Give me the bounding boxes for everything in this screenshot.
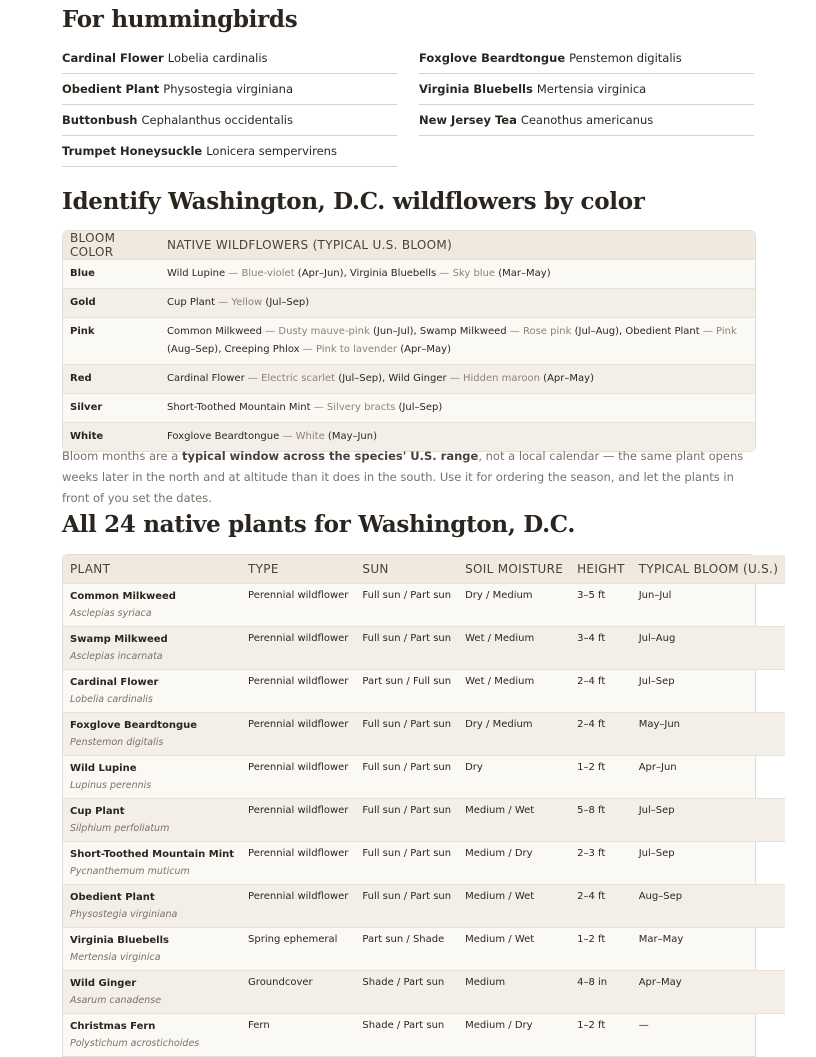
flower-name: Cup Plant	[167, 297, 216, 308]
flower-months: Jul–Sep	[402, 402, 439, 413]
plant-latin-name: Physostegia virginiana	[70, 909, 178, 920]
flower-months: Jun–Jul	[376, 326, 410, 337]
plant-cell	[63, 627, 241, 670]
flower-months: Aug–Sep	[170, 344, 215, 355]
bloom-color-plants: Foxglove Beardtongue — White (May–Jun)	[160, 423, 755, 452]
plant-name: Common Milkweed	[70, 591, 176, 602]
plant-sun: Part sun / Shade	[355, 928, 458, 971]
bloom-note	[62, 446, 754, 509]
plant-common-name: Virginia Bluebells	[419, 82, 533, 96]
plant-type: Perennial wildflower	[241, 885, 355, 928]
bloom-color-plants: Cardinal Flower — Electric scarlet (Jul–Sep), Wild Ginger — Hidden maroon (Apr–May)	[160, 365, 755, 394]
flower-shade: Pink to lavender	[315, 344, 398, 355]
plant-header-plant: PLANT	[63, 555, 241, 584]
flower-shade: Dusty mauve-pink	[278, 326, 370, 337]
plant-latin-name: Asclepias syriaca	[70, 608, 152, 619]
separator-dash: —	[228, 268, 239, 279]
bloom-color-name: Gold	[63, 289, 160, 318]
section-title-by-color: Identify Washington, D.C. wildflowers by color	[62, 188, 645, 215]
plant-type: Perennial wildflower	[241, 627, 355, 670]
plant-height: 2–4 ft	[570, 713, 632, 756]
plant-height: 1–2 ft	[570, 1014, 632, 1057]
plant-common-name: Buttonbush	[62, 113, 138, 127]
flower-name: Cardinal Flower	[167, 373, 245, 384]
flower-name: Short-Toothed Mountain Mint	[167, 402, 311, 413]
plant-name: Foxglove Beardtongue	[70, 720, 198, 731]
plant-latin-name: Penstemon digitalis	[70, 737, 164, 748]
section-title-all-plants: All 24 native plants for Washington, D.C.	[62, 511, 576, 538]
bloom-color-name: Blue	[63, 260, 160, 289]
plant-cell	[63, 928, 241, 971]
plant-row	[63, 842, 785, 885]
plant-common-name: Trumpet Honeysuckle	[62, 144, 203, 158]
separator-dash: —	[302, 344, 313, 355]
flower-months: May–Jun	[331, 431, 374, 442]
plant-bloom: Jul–Aug	[632, 627, 785, 670]
plant-row	[63, 799, 785, 842]
separator-dash: —	[218, 297, 229, 308]
plant-latin-name: Pycnanthemum muticum	[70, 866, 190, 877]
bloom-color-plants: Wild Lupine — Blue-violet (Apr–Jun), Virginia Bluebells — Sky blue (Mar–May)	[160, 260, 755, 289]
hummingbird-plant-item	[62, 74, 397, 105]
color-row	[63, 365, 755, 394]
hummingbird-plant-item	[62, 43, 397, 74]
plant-row	[63, 627, 785, 670]
flower-shade: Rose pink	[522, 326, 572, 337]
plant-type: Perennial wildflower	[241, 842, 355, 885]
plant-name: Cardinal Flower	[70, 677, 159, 688]
plant-row	[63, 756, 785, 799]
plant-latin-name: Ceanothus americanus	[520, 113, 654, 127]
color-row	[63, 260, 755, 289]
separator-dash: —	[265, 326, 276, 337]
flower-shade: White	[295, 431, 325, 442]
plant-soil-moisture: Medium / Dry	[458, 842, 570, 885]
flower-months: Apr–May	[547, 373, 591, 384]
plant-latin-name: Mertensia virginica	[70, 952, 161, 963]
plant-soil-moisture: Medium / Wet	[458, 799, 570, 842]
plant-bloom: Apr–Jun	[632, 756, 785, 799]
hummingbird-plant-item	[419, 43, 754, 74]
plant-height: 3–4 ft	[570, 627, 632, 670]
flower-shade: Electric scarlet	[261, 373, 336, 384]
plant-sun: Shade / Part sun	[355, 971, 458, 1014]
hummingbird-list-left	[62, 43, 397, 167]
color-table	[62, 230, 756, 452]
plant-bloom: Aug–Sep	[632, 885, 785, 928]
plant-header-sun: SUN	[355, 555, 458, 584]
separator-dash: —	[439, 268, 450, 279]
separator-dash: —	[282, 431, 293, 442]
plant-soil-moisture: Medium / Wet	[458, 885, 570, 928]
plant-sun: Full sun / Part sun	[355, 799, 458, 842]
color-row	[63, 394, 755, 423]
flower-name: Wild Lupine	[167, 268, 226, 279]
plant-latin-name: Lupinus perennis	[70, 780, 152, 791]
flower-name: Foxglove Beardtongue	[167, 431, 280, 442]
flower-name: Virginia Bluebells	[349, 268, 437, 279]
color-header-wildflowers: NATIVE WILDFLOWERS (TYPICAL U.S. BLOOM)	[160, 231, 755, 260]
hummingbird-plant-item	[419, 74, 754, 105]
plant-cell	[63, 670, 241, 713]
color-header-bloom-color: BLOOM COLOR	[63, 231, 160, 260]
flower-shade: Blue-violet	[241, 268, 295, 279]
separator-dash: —	[449, 373, 460, 384]
bloom-color-plants: Cup Plant — Yellow (Jul–Sep)	[160, 289, 755, 318]
plant-type: Groundcover	[241, 971, 355, 1014]
plant-header-height: HEIGHT	[570, 555, 632, 584]
plant-name: Wild Lupine	[70, 763, 137, 774]
hummingbird-plant-item	[62, 105, 397, 136]
plant-row	[63, 713, 785, 756]
plant-type: Perennial wildflower	[241, 799, 355, 842]
plant-bloom: —	[632, 1014, 785, 1057]
plant-name: Wild Ginger	[70, 978, 137, 989]
plant-type: Perennial wildflower	[241, 584, 355, 627]
bloom-color-plants: Common Milkweed — Dusty mauve-pink (Jun–Jul), Swamp Milkweed — Rose pink (Jul–Aug), Obedient Plant — Pink (Aug–Sep), Creeping Phlox — Pink to lavender (Apr–May)	[160, 318, 755, 365]
plant-height: 1–2 ft	[570, 928, 632, 971]
plant-sun: Part sun / Full sun	[355, 670, 458, 713]
flower-shade: Sky blue	[452, 268, 496, 279]
plant-common-name: Obedient Plant	[62, 82, 160, 96]
section-title-hummingbirds: For hummingbirds	[62, 6, 298, 33]
plant-sun: Full sun / Part sun	[355, 842, 458, 885]
plant-row	[63, 928, 785, 971]
flower-name: Obedient Plant	[625, 326, 700, 337]
plant-height: 2–4 ft	[570, 670, 632, 713]
note-text-bold: typical window across the species' U.S. range	[181, 449, 479, 463]
plant-name: Virginia Bluebells	[70, 935, 169, 946]
plant-sun: Shade / Part sun	[355, 1014, 458, 1057]
plant-type: Perennial wildflower	[241, 713, 355, 756]
bloom-color-plants: Short-Toothed Mountain Mint — Silvery bracts (Jul–Sep)	[160, 394, 755, 423]
plant-height: 2–3 ft	[570, 842, 632, 885]
color-row	[63, 289, 755, 318]
plant-header-type: TYPE	[241, 555, 355, 584]
plant-cell	[63, 971, 241, 1014]
separator-dash: —	[702, 326, 713, 337]
plant-common-name: New Jersey Tea	[419, 113, 517, 127]
plant-latin-name: Silphium perfoliatum	[70, 823, 170, 834]
plant-soil-moisture: Medium / Wet	[458, 928, 570, 971]
plant-cell	[63, 1014, 241, 1057]
flower-shade: Yellow	[231, 297, 263, 308]
plant-type: Spring ephemeral	[241, 928, 355, 971]
plant-cell	[63, 713, 241, 756]
plant-name: Cup Plant	[70, 806, 125, 817]
plant-latin-name: Polystichum acrostichoides	[70, 1038, 200, 1049]
hummingbird-list-right	[419, 43, 754, 136]
flower-name: Swamp Milkweed	[419, 326, 507, 337]
plant-header-bloom: TYPICAL BLOOM (U.S.)	[632, 555, 785, 584]
plant-cell	[63, 756, 241, 799]
flower-name: Creeping Phlox	[224, 344, 300, 355]
note-text-start: Bloom months are a	[62, 449, 182, 463]
separator-dash: —	[247, 373, 258, 384]
plant-row	[63, 1014, 785, 1057]
plant-sun: Full sun / Part sun	[355, 885, 458, 928]
plant-sun: Full sun / Part sun	[355, 756, 458, 799]
note-text-end: , not a local calendar — the same plant opens weeks later in the north and at altitude than it does in the south. Use it for ordering the season, and let the plants in front of you set the dates.	[62, 449, 744, 505]
hummingbird-plant-item	[62, 136, 397, 167]
plant-sun: Full sun / Part sun	[355, 584, 458, 627]
plant-cell	[63, 842, 241, 885]
plant-bloom: Jun–Jul	[632, 584, 785, 627]
plant-name: Short-Toothed Mountain Mint	[70, 849, 235, 860]
plant-latin-name: Physostegia virginiana	[163, 82, 294, 96]
plant-bloom: Jul–Sep	[632, 670, 785, 713]
plant-type: Perennial wildflower	[241, 756, 355, 799]
flower-months: Apr–Jun	[301, 268, 340, 279]
plant-soil-moisture: Medium	[458, 971, 570, 1014]
plant-row	[63, 971, 785, 1014]
plant-latin-name: Lobelia cardinalis	[70, 694, 153, 705]
bloom-color-name: White	[63, 423, 160, 452]
plant-soil-moisture: Dry / Medium	[458, 713, 570, 756]
plant-latin-name: Lonicera sempervirens	[206, 144, 337, 158]
plant-height: 3–5 ft	[570, 584, 632, 627]
flower-name: Wild Ginger	[388, 373, 447, 384]
separator-dash: —	[313, 402, 324, 413]
plant-height: 5–8 ft	[570, 799, 632, 842]
plant-type: Fern	[241, 1014, 355, 1057]
color-row	[63, 318, 755, 365]
plant-row	[63, 584, 785, 627]
plant-sun: Full sun / Part sun	[355, 713, 458, 756]
plant-latin-name: Mertensia virginica	[536, 82, 647, 96]
plant-soil-moisture: Wet / Medium	[458, 627, 570, 670]
plant-cell	[63, 799, 241, 842]
plant-bloom: May–Jun	[632, 713, 785, 756]
plant-soil-moisture: Dry	[458, 756, 570, 799]
plant-height: 1–2 ft	[570, 756, 632, 799]
flower-months: Jul–Sep	[342, 373, 379, 384]
plant-latin-name: Asclepias incarnata	[70, 651, 163, 662]
flower-shade: Hidden maroon	[463, 373, 540, 384]
plant-latin-name: Penstemon digitalis	[569, 51, 682, 65]
flower-months: Mar–May	[502, 268, 547, 279]
plant-row	[63, 670, 785, 713]
bloom-color-name: Red	[63, 365, 160, 394]
plant-header-soil: SOIL MOISTURE	[458, 555, 570, 584]
plant-bloom: Mar–May	[632, 928, 785, 971]
plant-latin-name: Asarum canadense	[70, 995, 162, 1006]
plant-name: Swamp Milkweed	[70, 634, 168, 645]
plant-latin-name: Lobelia cardinalis	[167, 51, 268, 65]
plant-soil-moisture: Medium / Dry	[458, 1014, 570, 1057]
plant-bloom: Jul–Sep	[632, 799, 785, 842]
plant-bloom: Apr–May	[632, 971, 785, 1014]
plant-soil-moisture: Dry / Medium	[458, 584, 570, 627]
plant-soil-moisture: Wet / Medium	[458, 670, 570, 713]
flower-shade: Silvery bracts	[326, 402, 396, 413]
bloom-color-name: Silver	[63, 394, 160, 423]
plant-name: Christmas Fern	[70, 1021, 156, 1032]
flower-shade: Pink	[716, 326, 737, 337]
plant-row	[63, 885, 785, 928]
plant-cell	[63, 584, 241, 627]
flower-months: Jul–Aug	[578, 326, 616, 337]
plant-height: 4–8 in	[570, 971, 632, 1014]
plant-table	[62, 554, 779, 1057]
plant-type: Perennial wildflower	[241, 670, 355, 713]
flower-months: Apr–May	[404, 344, 448, 355]
hummingbird-plant-item	[419, 105, 754, 136]
plant-cell	[63, 885, 241, 928]
plant-common-name: Cardinal Flower	[62, 51, 164, 65]
plant-common-name: Foxglove Beardtongue	[419, 51, 566, 65]
plant-name: Obedient Plant	[70, 892, 155, 903]
flower-name: Common Milkweed	[167, 326, 263, 337]
plant-bloom: Jul–Sep	[632, 842, 785, 885]
plant-latin-name: Cephalanthus occidentalis	[141, 113, 293, 127]
plant-sun: Full sun / Part sun	[355, 627, 458, 670]
separator-dash: —	[509, 326, 520, 337]
flower-months: Jul–Sep	[269, 297, 306, 308]
bloom-color-name: Pink	[63, 318, 160, 365]
plant-height: 2–4 ft	[570, 885, 632, 928]
